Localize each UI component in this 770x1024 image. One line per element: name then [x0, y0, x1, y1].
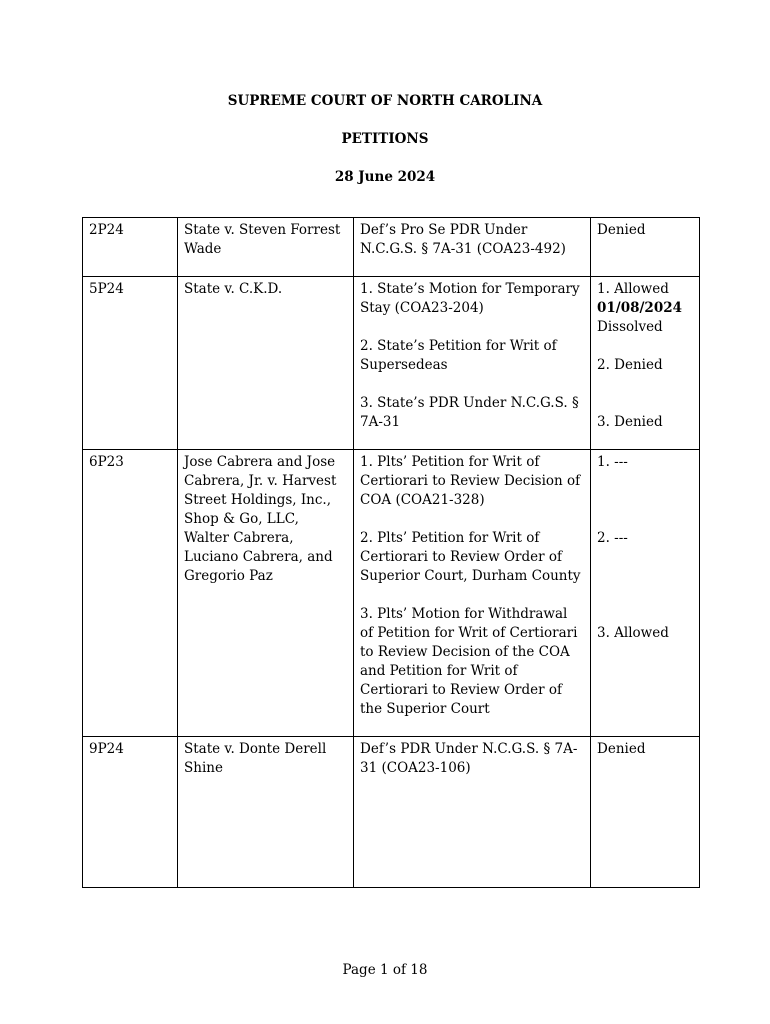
motion-item: 1. Plts’ Petition for Writ of Certiorari to Review Decision of COA (COA21-328): [360, 454, 581, 508]
table-row: [83, 737, 700, 888]
docket-cell: 9P24: [83, 737, 178, 888]
table-row: [83, 218, 700, 277]
case-name-cell: State v. C.K.D.: [178, 277, 354, 450]
court-title: SUPREME COURT OF NORTH CAROLINA: [227, 93, 543, 109]
ruling-item: 2. ---: [597, 530, 628, 546]
motion-item: 2. State’s Petition for Writ of Supersedeas: [360, 338, 557, 373]
docket-cell: 5P24: [83, 277, 178, 450]
ruling-item: Denied: [597, 222, 646, 238]
section-title: PETITIONS: [341, 131, 429, 147]
ruling-cell: [591, 737, 700, 888]
ruling-item: Denied: [597, 741, 646, 757]
motion-item: 3. State’s PDR Under N.C.G.S. § 7A-31: [360, 395, 579, 430]
motion-item: 1. State’s Motion for Temporary Stay (COA23-204): [360, 281, 580, 316]
petitions-table: [82, 217, 700, 888]
page-number: Page 1 of 18: [342, 962, 428, 978]
ruling-cell: [591, 277, 700, 450]
motion-cell: [354, 450, 591, 737]
ruling-cell: [591, 450, 700, 737]
table-row: [83, 450, 700, 737]
ruling-item: 3. Allowed: [597, 625, 669, 641]
document-date: 28 June 2024: [334, 169, 436, 185]
ruling-item: 2. Denied: [597, 357, 663, 373]
case-name-cell: State v. Steven Forrest Wade: [178, 218, 354, 277]
docket-cell: 2P24: [83, 218, 178, 277]
ruling-item: 1. ---: [597, 454, 628, 470]
motion-item: 2. Plts’ Petition for Writ of Certiorari to Review Order of Superior Court, Durham County: [360, 530, 581, 584]
motion-item: Def’s Pro Se PDR Under N.C.G.S. § 7A-31 (COA23-492): [360, 222, 566, 257]
motion-cell: [354, 218, 591, 277]
ruling-cell: [591, 218, 700, 277]
docket-cell: 6P23: [83, 450, 178, 737]
table-row: [83, 277, 700, 450]
case-name-cell: State v. Donte Derell Shine: [178, 737, 354, 888]
motion-item: 3. Plts’ Motion for Withdrawal of Petition for Writ of Certiorari to Review Decision of the COA and Petition for Writ of Certiorari to Review Order of the Superior Court: [360, 606, 578, 717]
motion-item: Def’s PDR Under N.C.G.S. § 7A-31 (COA23-106): [360, 741, 578, 776]
ruling-status: Dissolved: [597, 319, 663, 335]
ruling-item: 3. Denied: [597, 414, 663, 430]
case-name-cell: Jose Cabrera and Jose Cabrera, Jr. v. Harvest Street Holdings, Inc., Shop & Go, LLC, Walter Cabrera, Luciano Cabrera, and Gregorio Paz: [178, 450, 354, 737]
motion-cell: [354, 277, 591, 450]
motion-cell: [354, 737, 591, 888]
ruling-date: 01/08/2024: [597, 300, 683, 316]
ruling-item: 1. Allowed: [597, 281, 669, 297]
